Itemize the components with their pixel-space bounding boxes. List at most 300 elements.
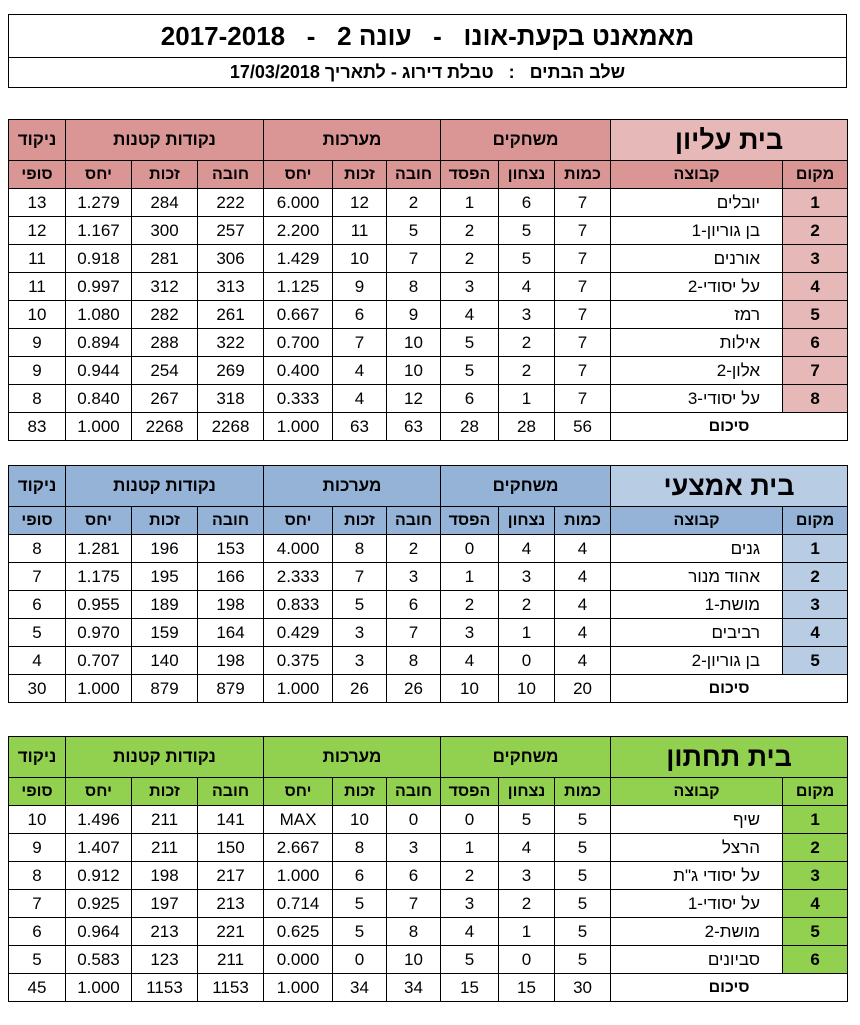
win-header: נצחון — [499, 507, 555, 535]
sum-win-cell: 28 — [499, 413, 555, 441]
sets-debit-cell: 2 — [387, 189, 441, 217]
points-ratio-cell: 0.707 — [66, 647, 132, 675]
sets-debit-cell: 9 — [387, 301, 441, 329]
win-cell: 5 — [499, 245, 555, 273]
sum-points-debit-cell: 2268 — [198, 413, 264, 441]
points-debit-cell: 313 — [198, 273, 264, 301]
count-cell: 7 — [555, 329, 611, 357]
points-debit-cell: 141 — [198, 806, 264, 834]
points-ratio-cell: 0.970 — [66, 619, 132, 647]
sum-row — [9, 675, 848, 703]
loss-cell: 1 — [441, 834, 499, 862]
sum-sets-debit-cell: 63 — [387, 413, 441, 441]
points-debit-cell: 211 — [198, 946, 264, 974]
points-credit-cell: 288 — [132, 329, 198, 357]
loss-cell: 2 — [441, 217, 499, 245]
points-ratio-cell: 1.279 — [66, 189, 132, 217]
sum-points-ratio-cell: 1.000 — [66, 974, 132, 1002]
sets-debit-cell: 10 — [387, 946, 441, 974]
table-row — [9, 619, 848, 647]
points-ratio-cell: 0.840 — [66, 385, 132, 413]
count-cell: 7 — [555, 189, 611, 217]
score-cell: 6 — [9, 918, 66, 946]
place-cell: 4 — [783, 890, 848, 918]
sets-credit-cell: 8 — [333, 535, 387, 563]
table-row — [9, 245, 848, 273]
score-cell: 8 — [9, 862, 66, 890]
win-cell: 2 — [499, 357, 555, 385]
sets-credit-cell: 7 — [333, 329, 387, 357]
page-header — [8, 14, 847, 88]
sets-ratio-cell: 1.429 — [264, 245, 333, 273]
group-header-row — [9, 120, 848, 161]
score-header-bottom: סופי — [9, 161, 66, 189]
loss-cell: 5 — [441, 357, 499, 385]
score-cell: 11 — [9, 245, 66, 273]
sets-debit-cell: 3 — [387, 563, 441, 591]
sets-credit-header: זכות — [333, 161, 387, 189]
sum-sets-ratio-cell: 1.000 — [264, 413, 333, 441]
win-cell: 3 — [499, 862, 555, 890]
points-debit-cell: 257 — [198, 217, 264, 245]
win-cell: 6 — [499, 189, 555, 217]
win-cell: 2 — [499, 890, 555, 918]
loss-cell: 4 — [441, 918, 499, 946]
sum-sets-credit-cell: 63 — [333, 413, 387, 441]
table-row — [9, 385, 848, 413]
count-cell: 4 — [555, 563, 611, 591]
team-name: מושת-2 — [611, 918, 783, 946]
sum-loss-cell: 10 — [441, 675, 499, 703]
points-ratio-cell: 1.281 — [66, 535, 132, 563]
sets-credit-cell: 5 — [333, 890, 387, 918]
score-cell: 8 — [9, 385, 66, 413]
house-table-lower — [8, 736, 848, 1002]
points-debit-cell: 261 — [198, 301, 264, 329]
points-debit-cell: 318 — [198, 385, 264, 413]
sets-group-header: מערכות — [264, 466, 441, 507]
sets-debit-cell: 8 — [387, 647, 441, 675]
place-cell: 7 — [783, 357, 848, 385]
win-cell: 2 — [499, 329, 555, 357]
points-debit-cell: 198 — [198, 591, 264, 619]
team-name: אורנים — [611, 245, 783, 273]
count-header: כמות — [555, 778, 611, 806]
points-ratio-header: יחס — [66, 161, 132, 189]
games-group-header: משחקים — [441, 466, 611, 507]
place-cell: 3 — [783, 591, 848, 619]
sets-credit-header: זכות — [333, 778, 387, 806]
points-credit-cell: 123 — [132, 946, 198, 974]
score-cell: 7 — [9, 563, 66, 591]
count-cell: 5 — [555, 946, 611, 974]
column-header-row — [9, 507, 848, 535]
table-row — [9, 834, 848, 862]
points-ratio-cell: 0.964 — [66, 918, 132, 946]
points-credit-cell: 159 — [132, 619, 198, 647]
points-debit-cell: 213 — [198, 890, 264, 918]
points-ratio-cell: 1.080 — [66, 301, 132, 329]
points-group-header: נקודות קטנות — [66, 466, 264, 507]
sets-credit-cell: 8 — [333, 834, 387, 862]
score-header-top: ניקוד — [9, 737, 66, 778]
table-row — [9, 189, 848, 217]
sum-score-cell: 83 — [9, 413, 66, 441]
score-cell: 10 — [9, 806, 66, 834]
loss-cell: 1 — [441, 563, 499, 591]
loss-cell: 2 — [441, 862, 499, 890]
sets-ratio-cell: 1.125 — [264, 273, 333, 301]
sets-ratio-cell: 6.000 — [264, 189, 333, 217]
sets-credit-cell: 4 — [333, 357, 387, 385]
points-debit-cell: 198 — [198, 647, 264, 675]
sets-debit-cell: 3 — [387, 834, 441, 862]
sum-sets-ratio-cell: 1.000 — [264, 974, 333, 1002]
house-title: בית תחתון — [611, 737, 848, 778]
sum-points-ratio-cell: 1.000 — [66, 675, 132, 703]
sum-row — [9, 974, 848, 1002]
sets-credit-cell: 3 — [333, 647, 387, 675]
place-cell: 5 — [783, 918, 848, 946]
count-cell: 4 — [555, 619, 611, 647]
sum-label: סיכום — [611, 974, 848, 1002]
team-header: קבוצה — [611, 161, 783, 189]
points-credit-cell: 312 — [132, 273, 198, 301]
score-cell: 5 — [9, 946, 66, 974]
points-ratio-cell: 0.894 — [66, 329, 132, 357]
points-ratio-header: יחס — [66, 507, 132, 535]
points-debit-cell: 217 — [198, 862, 264, 890]
sum-points-ratio-cell: 1.000 — [66, 413, 132, 441]
win-cell: 4 — [499, 273, 555, 301]
table-row — [9, 591, 848, 619]
points-credit-cell: 195 — [132, 563, 198, 591]
count-cell: 7 — [555, 385, 611, 413]
loss-header: הפסד — [441, 778, 499, 806]
points-ratio-cell: 0.955 — [66, 591, 132, 619]
sets-debit-cell: 2 — [387, 535, 441, 563]
sets-ratio-cell: 0.429 — [264, 619, 333, 647]
place-cell: 1 — [783, 189, 848, 217]
sum-row — [9, 413, 848, 441]
team-name: על יסודי-1 — [611, 890, 783, 918]
loss-header: הפסד — [441, 161, 499, 189]
points-credit-header: זכות — [132, 161, 198, 189]
points-debit-cell: 153 — [198, 535, 264, 563]
points-credit-cell: 211 — [132, 806, 198, 834]
sum-points-credit-cell: 1153 — [132, 974, 198, 1002]
loss-cell: 3 — [441, 890, 499, 918]
sets-credit-cell: 7 — [333, 563, 387, 591]
count-cell: 7 — [555, 301, 611, 329]
sets-ratio-cell: 1.000 — [264, 862, 333, 890]
points-credit-cell: 300 — [132, 217, 198, 245]
points-credit-header: זכות — [132, 507, 198, 535]
place-header: מקום — [783, 778, 848, 806]
points-credit-cell: 281 — [132, 245, 198, 273]
team-name: סביונים — [611, 946, 783, 974]
score-cell: 9 — [9, 357, 66, 385]
house-table-middle — [8, 465, 848, 703]
sets-debit-cell: 10 — [387, 329, 441, 357]
points-ratio-cell: 0.912 — [66, 862, 132, 890]
page-subtitle: שלב הבתים : טבלת דירוג - לתאריך 17/03/2018 — [229, 62, 626, 82]
team-name: אלון-2 — [611, 357, 783, 385]
win-cell: 1 — [499, 619, 555, 647]
points-ratio-cell: 0.918 — [66, 245, 132, 273]
sets-ratio-header: יחס — [264, 161, 333, 189]
points-ratio-cell: 1.496 — [66, 806, 132, 834]
count-cell: 7 — [555, 273, 611, 301]
team-name: בן גוריון-2 — [611, 647, 783, 675]
points-debit-cell: 269 — [198, 357, 264, 385]
loss-cell: 2 — [441, 245, 499, 273]
points-ratio-header: יחס — [66, 778, 132, 806]
sets-credit-cell: 4 — [333, 385, 387, 413]
points-credit-cell: 189 — [132, 591, 198, 619]
points-credit-cell: 211 — [132, 834, 198, 862]
place-cell: 4 — [783, 273, 848, 301]
points-ratio-cell: 1.167 — [66, 217, 132, 245]
sets-credit-cell: 6 — [333, 862, 387, 890]
table-row — [9, 647, 848, 675]
points-debit-cell: 306 — [198, 245, 264, 273]
points-credit-cell: 197 — [132, 890, 198, 918]
page-title: מאמאנט בקעת-אונו - עונה 2 - 2017-2018 — [9, 15, 846, 58]
count-cell: 4 — [555, 591, 611, 619]
score-cell: 13 — [9, 189, 66, 217]
sets-credit-cell: 5 — [333, 591, 387, 619]
loss-cell: 3 — [441, 273, 499, 301]
loss-cell: 0 — [441, 806, 499, 834]
table-row — [9, 946, 848, 974]
loss-cell: 5 — [441, 329, 499, 357]
win-header: נצחון — [499, 161, 555, 189]
sum-count-cell: 20 — [555, 675, 611, 703]
sum-sets-credit-cell: 26 — [333, 675, 387, 703]
points-ratio-cell: 0.997 — [66, 273, 132, 301]
sets-credit-cell: 5 — [333, 918, 387, 946]
team-name: גנים — [611, 535, 783, 563]
points-credit-cell: 282 — [132, 301, 198, 329]
sets-debit-cell: 7 — [387, 619, 441, 647]
sets-debit-cell: 0 — [387, 806, 441, 834]
win-cell: 5 — [499, 217, 555, 245]
sum-win-cell: 15 — [499, 974, 555, 1002]
table-row — [9, 918, 848, 946]
place-cell: 1 — [783, 535, 848, 563]
count-cell: 5 — [555, 834, 611, 862]
sets-ratio-cell: 2.667 — [264, 834, 333, 862]
sum-label: סיכום — [611, 675, 848, 703]
points-debit-header: חובה — [198, 161, 264, 189]
points-credit-cell: 213 — [132, 918, 198, 946]
table-row — [9, 273, 848, 301]
sets-debit-cell: 6 — [387, 862, 441, 890]
loss-cell: 0 — [441, 535, 499, 563]
loss-cell: 1 — [441, 189, 499, 217]
sum-points-debit-cell: 879 — [198, 675, 264, 703]
sum-win-cell: 10 — [499, 675, 555, 703]
sets-debit-header: חובה — [387, 161, 441, 189]
sets-credit-cell: 11 — [333, 217, 387, 245]
sets-ratio-cell: 0.625 — [264, 918, 333, 946]
games-group-header: משחקים — [441, 120, 611, 161]
table-row — [9, 357, 848, 385]
table-row — [9, 329, 848, 357]
score-header-top: ניקוד — [9, 466, 66, 507]
loss-header: הפסד — [441, 507, 499, 535]
loss-cell: 2 — [441, 591, 499, 619]
sets-ratio-cell: 0.000 — [264, 946, 333, 974]
sets-ratio-cell: 0.700 — [264, 329, 333, 357]
sets-ratio-cell: 0.667 — [264, 301, 333, 329]
score-cell: 5 — [9, 619, 66, 647]
win-cell: 4 — [499, 834, 555, 862]
score-cell: 12 — [9, 217, 66, 245]
place-header: מקום — [783, 161, 848, 189]
group-header-row — [9, 737, 848, 778]
sum-sets-debit-cell: 34 — [387, 974, 441, 1002]
team-name: שיף — [611, 806, 783, 834]
loss-cell: 3 — [441, 619, 499, 647]
win-cell: 1 — [499, 385, 555, 413]
score-header-top: ניקוד — [9, 120, 66, 161]
sum-sets-debit-cell: 26 — [387, 675, 441, 703]
sets-credit-cell: 10 — [333, 245, 387, 273]
sets-ratio-cell: 4.000 — [264, 535, 333, 563]
team-name: על יסודי-2 — [611, 273, 783, 301]
sets-debit-cell: 8 — [387, 918, 441, 946]
count-cell: 5 — [555, 862, 611, 890]
points-credit-cell: 198 — [132, 862, 198, 890]
count-cell: 5 — [555, 806, 611, 834]
place-cell: 8 — [783, 385, 848, 413]
points-ratio-cell: 1.407 — [66, 834, 132, 862]
points-debit-cell: 222 — [198, 189, 264, 217]
score-cell: 9 — [9, 834, 66, 862]
points-credit-cell: 254 — [132, 357, 198, 385]
table-row — [9, 535, 848, 563]
win-cell: 3 — [499, 301, 555, 329]
team-name: על יסודי ג"ת — [611, 862, 783, 890]
table-row — [9, 217, 848, 245]
team-name: אהוד מנור — [611, 563, 783, 591]
sets-ratio-cell: 0.714 — [264, 890, 333, 918]
place-cell: 3 — [783, 862, 848, 890]
table-row — [9, 890, 848, 918]
team-name: מושת-1 — [611, 591, 783, 619]
sets-ratio-cell: 0.400 — [264, 357, 333, 385]
sets-debit-cell: 6 — [387, 591, 441, 619]
house-title: בית אמצעי — [611, 466, 848, 507]
win-header: נצחון — [499, 778, 555, 806]
win-cell: 2 — [499, 591, 555, 619]
sum-sets-credit-cell: 34 — [333, 974, 387, 1002]
points-debit-cell: 166 — [198, 563, 264, 591]
team-header: קבוצה — [611, 778, 783, 806]
points-debit-header: חובה — [198, 507, 264, 535]
count-cell: 7 — [555, 245, 611, 273]
sets-debit-cell: 7 — [387, 890, 441, 918]
sets-debit-cell: 12 — [387, 385, 441, 413]
place-header: מקום — [783, 507, 848, 535]
points-credit-header: זכות — [132, 778, 198, 806]
sets-ratio-cell: 0.375 — [264, 647, 333, 675]
place-cell: 3 — [783, 245, 848, 273]
points-ratio-cell: 0.944 — [66, 357, 132, 385]
sets-ratio-cell: MAX — [264, 806, 333, 834]
win-cell: 0 — [499, 647, 555, 675]
sets-debit-header: חובה — [387, 778, 441, 806]
sum-score-cell: 45 — [9, 974, 66, 1002]
sum-label: סיכום — [611, 413, 848, 441]
sum-points-credit-cell: 2268 — [132, 413, 198, 441]
team-name: רביבים — [611, 619, 783, 647]
score-header-bottom: סופי — [9, 778, 66, 806]
sets-debit-cell: 7 — [387, 245, 441, 273]
sum-score-cell: 30 — [9, 675, 66, 703]
sets-credit-header: זכות — [333, 507, 387, 535]
sets-ratio-header: יחס — [264, 507, 333, 535]
win-cell: 1 — [499, 918, 555, 946]
sets-credit-cell: 6 — [333, 301, 387, 329]
sets-ratio-cell: 2.200 — [264, 217, 333, 245]
column-header-row — [9, 161, 848, 189]
points-credit-cell: 196 — [132, 535, 198, 563]
points-group-header: נקודות קטנות — [66, 120, 264, 161]
place-cell: 2 — [783, 563, 848, 591]
count-header: כמות — [555, 507, 611, 535]
sets-ratio-cell: 0.333 — [264, 385, 333, 413]
place-cell: 2 — [783, 217, 848, 245]
sum-count-cell: 56 — [555, 413, 611, 441]
count-cell: 4 — [555, 535, 611, 563]
score-cell: 7 — [9, 890, 66, 918]
score-cell: 10 — [9, 301, 66, 329]
count-cell: 4 — [555, 647, 611, 675]
place-cell: 1 — [783, 806, 848, 834]
table-row — [9, 301, 848, 329]
points-ratio-cell: 0.583 — [66, 946, 132, 974]
place-cell: 2 — [783, 834, 848, 862]
sum-points-credit-cell: 879 — [132, 675, 198, 703]
group-header-row — [9, 466, 848, 507]
points-debit-cell: 150 — [198, 834, 264, 862]
place-cell: 4 — [783, 619, 848, 647]
count-header: כמות — [555, 161, 611, 189]
loss-cell: 5 — [441, 946, 499, 974]
sets-group-header: מערכות — [264, 120, 441, 161]
score-cell: 4 — [9, 647, 66, 675]
points-credit-cell: 267 — [132, 385, 198, 413]
sets-debit-header: חובה — [387, 507, 441, 535]
sum-loss-cell: 15 — [441, 974, 499, 1002]
score-cell: 6 — [9, 591, 66, 619]
table-row — [9, 862, 848, 890]
place-cell: 5 — [783, 647, 848, 675]
team-name: אילות — [611, 329, 783, 357]
win-cell: 5 — [499, 806, 555, 834]
house-title: בית עליון — [611, 120, 848, 161]
sets-ratio-cell: 0.833 — [264, 591, 333, 619]
column-header-row — [9, 778, 848, 806]
win-cell: 3 — [499, 563, 555, 591]
team-name: הרצל — [611, 834, 783, 862]
place-cell: 5 — [783, 301, 848, 329]
sets-credit-cell: 12 — [333, 189, 387, 217]
points-debit-cell: 322 — [198, 329, 264, 357]
